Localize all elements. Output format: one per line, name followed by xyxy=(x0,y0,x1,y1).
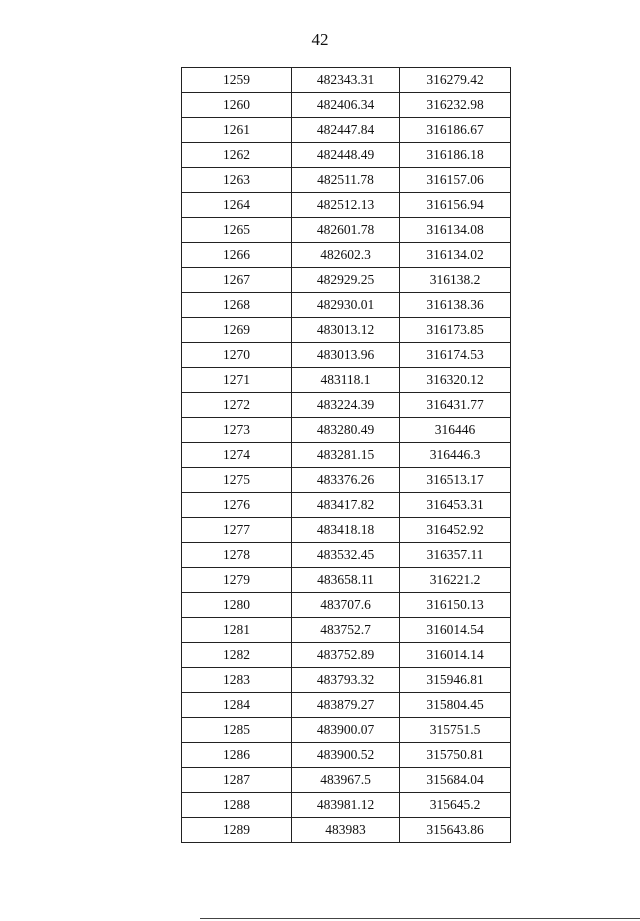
point-number-cell: 1282 xyxy=(182,643,292,668)
y-coordinate-cell: 316186.18 xyxy=(400,143,511,168)
x-coordinate-cell: 483900.07 xyxy=(292,718,400,743)
point-number-cell: 1280 xyxy=(182,593,292,618)
x-coordinate-cell: 483281.15 xyxy=(292,443,400,468)
point-number-cell: 1270 xyxy=(182,343,292,368)
x-coordinate-cell: 483418.18 xyxy=(292,518,400,543)
table-row xyxy=(182,218,511,243)
y-coordinate-cell: 315643.86 xyxy=(400,818,511,843)
y-coordinate-cell: 316173.85 xyxy=(400,318,511,343)
x-coordinate-cell: 483900.52 xyxy=(292,743,400,768)
x-coordinate-cell: 483967.5 xyxy=(292,768,400,793)
point-number-cell: 1283 xyxy=(182,668,292,693)
y-coordinate-cell: 316513.17 xyxy=(400,468,511,493)
y-coordinate-cell: 316452.92 xyxy=(400,518,511,543)
point-number-cell: 1264 xyxy=(182,193,292,218)
y-coordinate-cell: 316279.42 xyxy=(400,68,511,93)
y-coordinate-cell: 316157.06 xyxy=(400,168,511,193)
table-row xyxy=(182,493,511,518)
point-number-cell: 1274 xyxy=(182,443,292,468)
y-coordinate-cell: 315804.45 xyxy=(400,693,511,718)
y-coordinate-cell: 316453.31 xyxy=(400,493,511,518)
table-row xyxy=(182,568,511,593)
point-number-cell: 1276 xyxy=(182,493,292,518)
table-row xyxy=(182,743,511,768)
table-row xyxy=(182,318,511,343)
coordinates-table-body xyxy=(182,68,511,843)
point-number-cell: 1284 xyxy=(182,693,292,718)
y-coordinate-cell: 316138.2 xyxy=(400,268,511,293)
point-number-cell: 1259 xyxy=(182,68,292,93)
x-coordinate-cell: 483983 xyxy=(292,818,400,843)
point-number-cell: 1278 xyxy=(182,543,292,568)
table-row xyxy=(182,768,511,793)
table-row xyxy=(182,193,511,218)
x-coordinate-cell: 482512.13 xyxy=(292,193,400,218)
point-number-cell: 1268 xyxy=(182,293,292,318)
point-number-cell: 1287 xyxy=(182,768,292,793)
table-row xyxy=(182,393,511,418)
x-coordinate-cell: 483793.32 xyxy=(292,668,400,693)
table-row xyxy=(182,668,511,693)
table-row xyxy=(182,643,511,668)
y-coordinate-cell: 316014.14 xyxy=(400,643,511,668)
point-number-cell: 1265 xyxy=(182,218,292,243)
table-row xyxy=(182,343,511,368)
x-coordinate-cell: 483417.82 xyxy=(292,493,400,518)
x-coordinate-cell: 483224.39 xyxy=(292,393,400,418)
y-coordinate-cell: 316156.94 xyxy=(400,193,511,218)
table-row xyxy=(182,118,511,143)
table-row xyxy=(182,243,511,268)
table-row xyxy=(182,143,511,168)
x-coordinate-cell: 482511.78 xyxy=(292,168,400,193)
x-coordinate-cell: 482929.25 xyxy=(292,268,400,293)
x-coordinate-cell: 483013.96 xyxy=(292,343,400,368)
x-coordinate-cell: 483376.26 xyxy=(292,468,400,493)
x-coordinate-cell: 483280.49 xyxy=(292,418,400,443)
table-row xyxy=(182,368,511,393)
point-number-cell: 1266 xyxy=(182,243,292,268)
y-coordinate-cell: 315684.04 xyxy=(400,768,511,793)
table-row xyxy=(182,718,511,743)
point-number-cell: 1281 xyxy=(182,618,292,643)
point-number-cell: 1272 xyxy=(182,393,292,418)
x-coordinate-cell: 482602.3 xyxy=(292,243,400,268)
table-row xyxy=(182,293,511,318)
y-coordinate-cell: 316014.54 xyxy=(400,618,511,643)
page-number: 42 xyxy=(311,30,329,49)
y-coordinate-cell: 316446 xyxy=(400,418,511,443)
y-coordinate-cell: 316232.98 xyxy=(400,93,511,118)
y-coordinate-cell: 315645.2 xyxy=(400,793,511,818)
point-number-cell: 1288 xyxy=(182,793,292,818)
point-number-cell: 1277 xyxy=(182,518,292,543)
table-row xyxy=(182,693,511,718)
point-number-cell: 1261 xyxy=(182,118,292,143)
scan-edge-line xyxy=(200,918,640,919)
table-row xyxy=(182,818,511,843)
table-row xyxy=(182,68,511,93)
y-coordinate-cell: 315946.81 xyxy=(400,668,511,693)
table-row xyxy=(182,518,511,543)
y-coordinate-cell: 315751.5 xyxy=(400,718,511,743)
table-row xyxy=(182,593,511,618)
x-coordinate-cell: 482343.31 xyxy=(292,68,400,93)
x-coordinate-cell: 483013.12 xyxy=(292,318,400,343)
point-number-cell: 1262 xyxy=(182,143,292,168)
x-coordinate-cell: 483981.12 xyxy=(292,793,400,818)
y-coordinate-cell: 316357.11 xyxy=(400,543,511,568)
table-row xyxy=(182,418,511,443)
point-number-cell: 1267 xyxy=(182,268,292,293)
x-coordinate-cell: 483118.1 xyxy=(292,368,400,393)
x-coordinate-cell: 483658.11 xyxy=(292,568,400,593)
y-coordinate-cell: 316320.12 xyxy=(400,368,511,393)
table-row xyxy=(182,168,511,193)
point-number-cell: 1275 xyxy=(182,468,292,493)
y-coordinate-cell: 316134.08 xyxy=(400,218,511,243)
x-coordinate-cell: 482448.49 xyxy=(292,143,400,168)
table-row xyxy=(182,93,511,118)
point-number-cell: 1263 xyxy=(182,168,292,193)
x-coordinate-cell: 482406.34 xyxy=(292,93,400,118)
point-number-cell: 1279 xyxy=(182,568,292,593)
y-coordinate-cell: 316138.36 xyxy=(400,293,511,318)
point-number-cell: 1285 xyxy=(182,718,292,743)
point-number-cell: 1271 xyxy=(182,368,292,393)
y-coordinate-cell: 316134.02 xyxy=(400,243,511,268)
y-coordinate-cell: 315750.81 xyxy=(400,743,511,768)
x-coordinate-cell: 482601.78 xyxy=(292,218,400,243)
y-coordinate-cell: 316174.53 xyxy=(400,343,511,368)
x-coordinate-cell: 482447.84 xyxy=(292,118,400,143)
x-coordinate-cell: 483879.27 xyxy=(292,693,400,718)
y-coordinate-cell: 316431.77 xyxy=(400,393,511,418)
table-row xyxy=(182,468,511,493)
point-number-cell: 1286 xyxy=(182,743,292,768)
table-row xyxy=(182,443,511,468)
y-coordinate-cell: 316221.2 xyxy=(400,568,511,593)
table-row xyxy=(182,793,511,818)
y-coordinate-cell: 316186.67 xyxy=(400,118,511,143)
table-row xyxy=(182,543,511,568)
table-row xyxy=(182,268,511,293)
x-coordinate-cell: 482930.01 xyxy=(292,293,400,318)
point-number-cell: 1260 xyxy=(182,93,292,118)
point-number-cell: 1273 xyxy=(182,418,292,443)
x-coordinate-cell: 483532.45 xyxy=(292,543,400,568)
table-row xyxy=(182,618,511,643)
point-number-cell: 1289 xyxy=(182,818,292,843)
point-number-cell: 1269 xyxy=(182,318,292,343)
coordinates-table xyxy=(181,67,511,843)
x-coordinate-cell: 483752.7 xyxy=(292,618,400,643)
y-coordinate-cell: 316446.3 xyxy=(400,443,511,468)
x-coordinate-cell: 483752.89 xyxy=(292,643,400,668)
x-coordinate-cell: 483707.6 xyxy=(292,593,400,618)
y-coordinate-cell: 316150.13 xyxy=(400,593,511,618)
